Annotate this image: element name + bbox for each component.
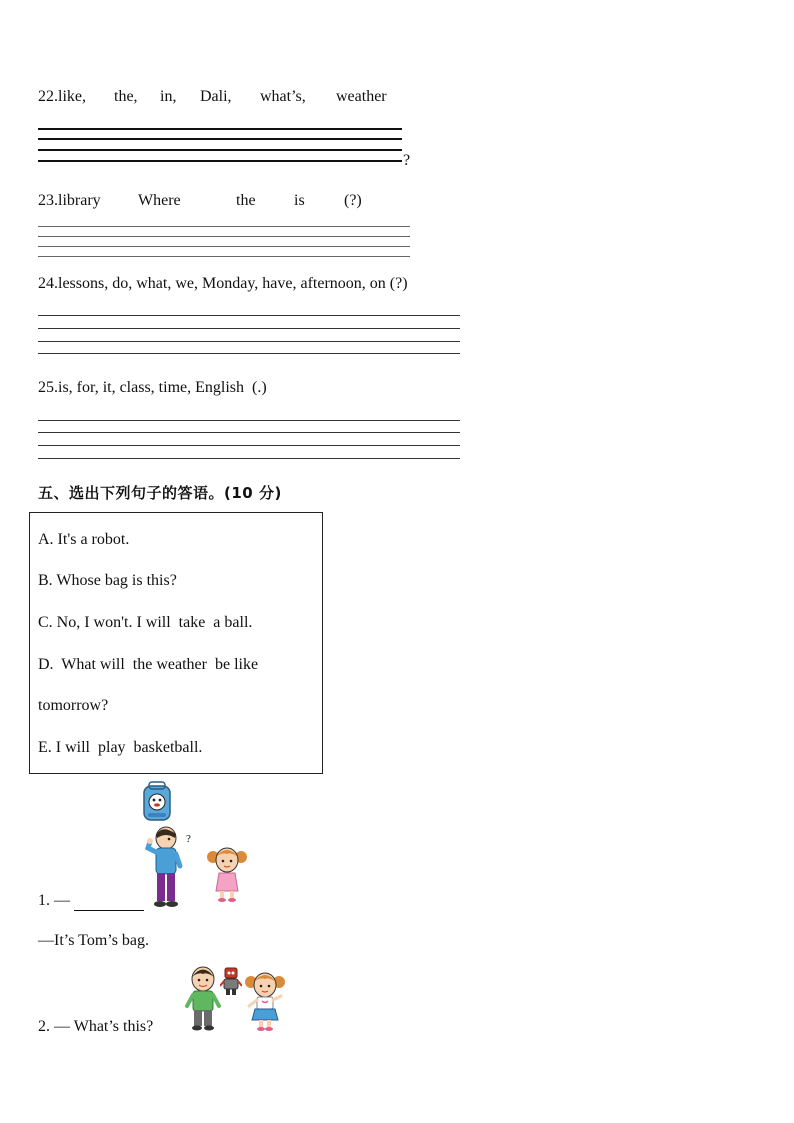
answer-line xyxy=(38,128,402,130)
answer-line xyxy=(38,328,460,329)
answer-line xyxy=(38,458,460,459)
option-e: E. I will play basketball. xyxy=(38,739,203,756)
answer-line xyxy=(38,236,410,237)
question-23 xyxy=(38,192,362,210)
word: is xyxy=(294,192,305,209)
backpack-icon xyxy=(140,780,174,822)
question-bubble: ? xyxy=(186,833,191,845)
girl-icon xyxy=(205,845,249,903)
end-mark: ? xyxy=(403,152,411,169)
question-24 xyxy=(38,275,408,293)
word: what’s, xyxy=(260,88,306,105)
answer-line xyxy=(38,353,460,354)
word: weather xyxy=(336,88,387,105)
section-title: 五、选出下列句子的答语。(10 分) xyxy=(38,484,282,502)
question-number: 25. xyxy=(38,379,58,396)
option-d-continued: tomorrow? xyxy=(38,697,109,714)
word: Dali, xyxy=(200,88,232,105)
robot-icon xyxy=(220,966,242,996)
question-number: 22. xyxy=(38,88,58,105)
question-number: 23. xyxy=(38,192,58,209)
question-22 xyxy=(38,88,387,106)
question-words: is, for, it, class, time, English (.) xyxy=(58,379,267,396)
answer-line xyxy=(38,138,402,140)
word: in, xyxy=(160,88,177,105)
word: the, xyxy=(114,88,138,105)
question-words: lessons, do, what, we, Monday, have, afternoon, on (?) xyxy=(58,275,408,292)
answer-line xyxy=(38,445,460,446)
option-c: C. No, I won't. I will take a ball. xyxy=(38,614,253,631)
option-b: B. Whose bag is this? xyxy=(38,572,177,589)
question-number: 24. xyxy=(38,275,58,292)
answer-line xyxy=(38,432,460,433)
option-a: A. It's a robot. xyxy=(38,531,130,548)
girl-waving-icon xyxy=(243,970,287,1032)
item-1-answer: —It’s Tom’s bag. xyxy=(38,932,150,949)
boy-icon xyxy=(183,966,223,1032)
item-2-prompt: 2. — What’s this? xyxy=(38,1018,154,1035)
boy-thinking-icon xyxy=(142,826,186,908)
answer-line xyxy=(38,226,410,227)
question-25 xyxy=(38,379,267,397)
answer-line xyxy=(38,315,460,316)
options-box xyxy=(29,512,323,774)
word: Where xyxy=(138,192,181,209)
item-1-prompt: 1. — xyxy=(38,892,70,909)
word: the xyxy=(236,192,256,209)
option-d: D. What will the weather be like xyxy=(38,656,259,673)
answer-line xyxy=(38,246,410,247)
answer-line xyxy=(38,420,460,421)
answer-line xyxy=(38,341,460,342)
word: (?) xyxy=(344,192,362,209)
answer-line xyxy=(38,149,402,151)
answer-line xyxy=(38,160,402,162)
answer-line xyxy=(38,256,410,257)
word: like, xyxy=(58,88,86,105)
word: library xyxy=(58,192,101,209)
item-1-blank xyxy=(74,910,144,911)
